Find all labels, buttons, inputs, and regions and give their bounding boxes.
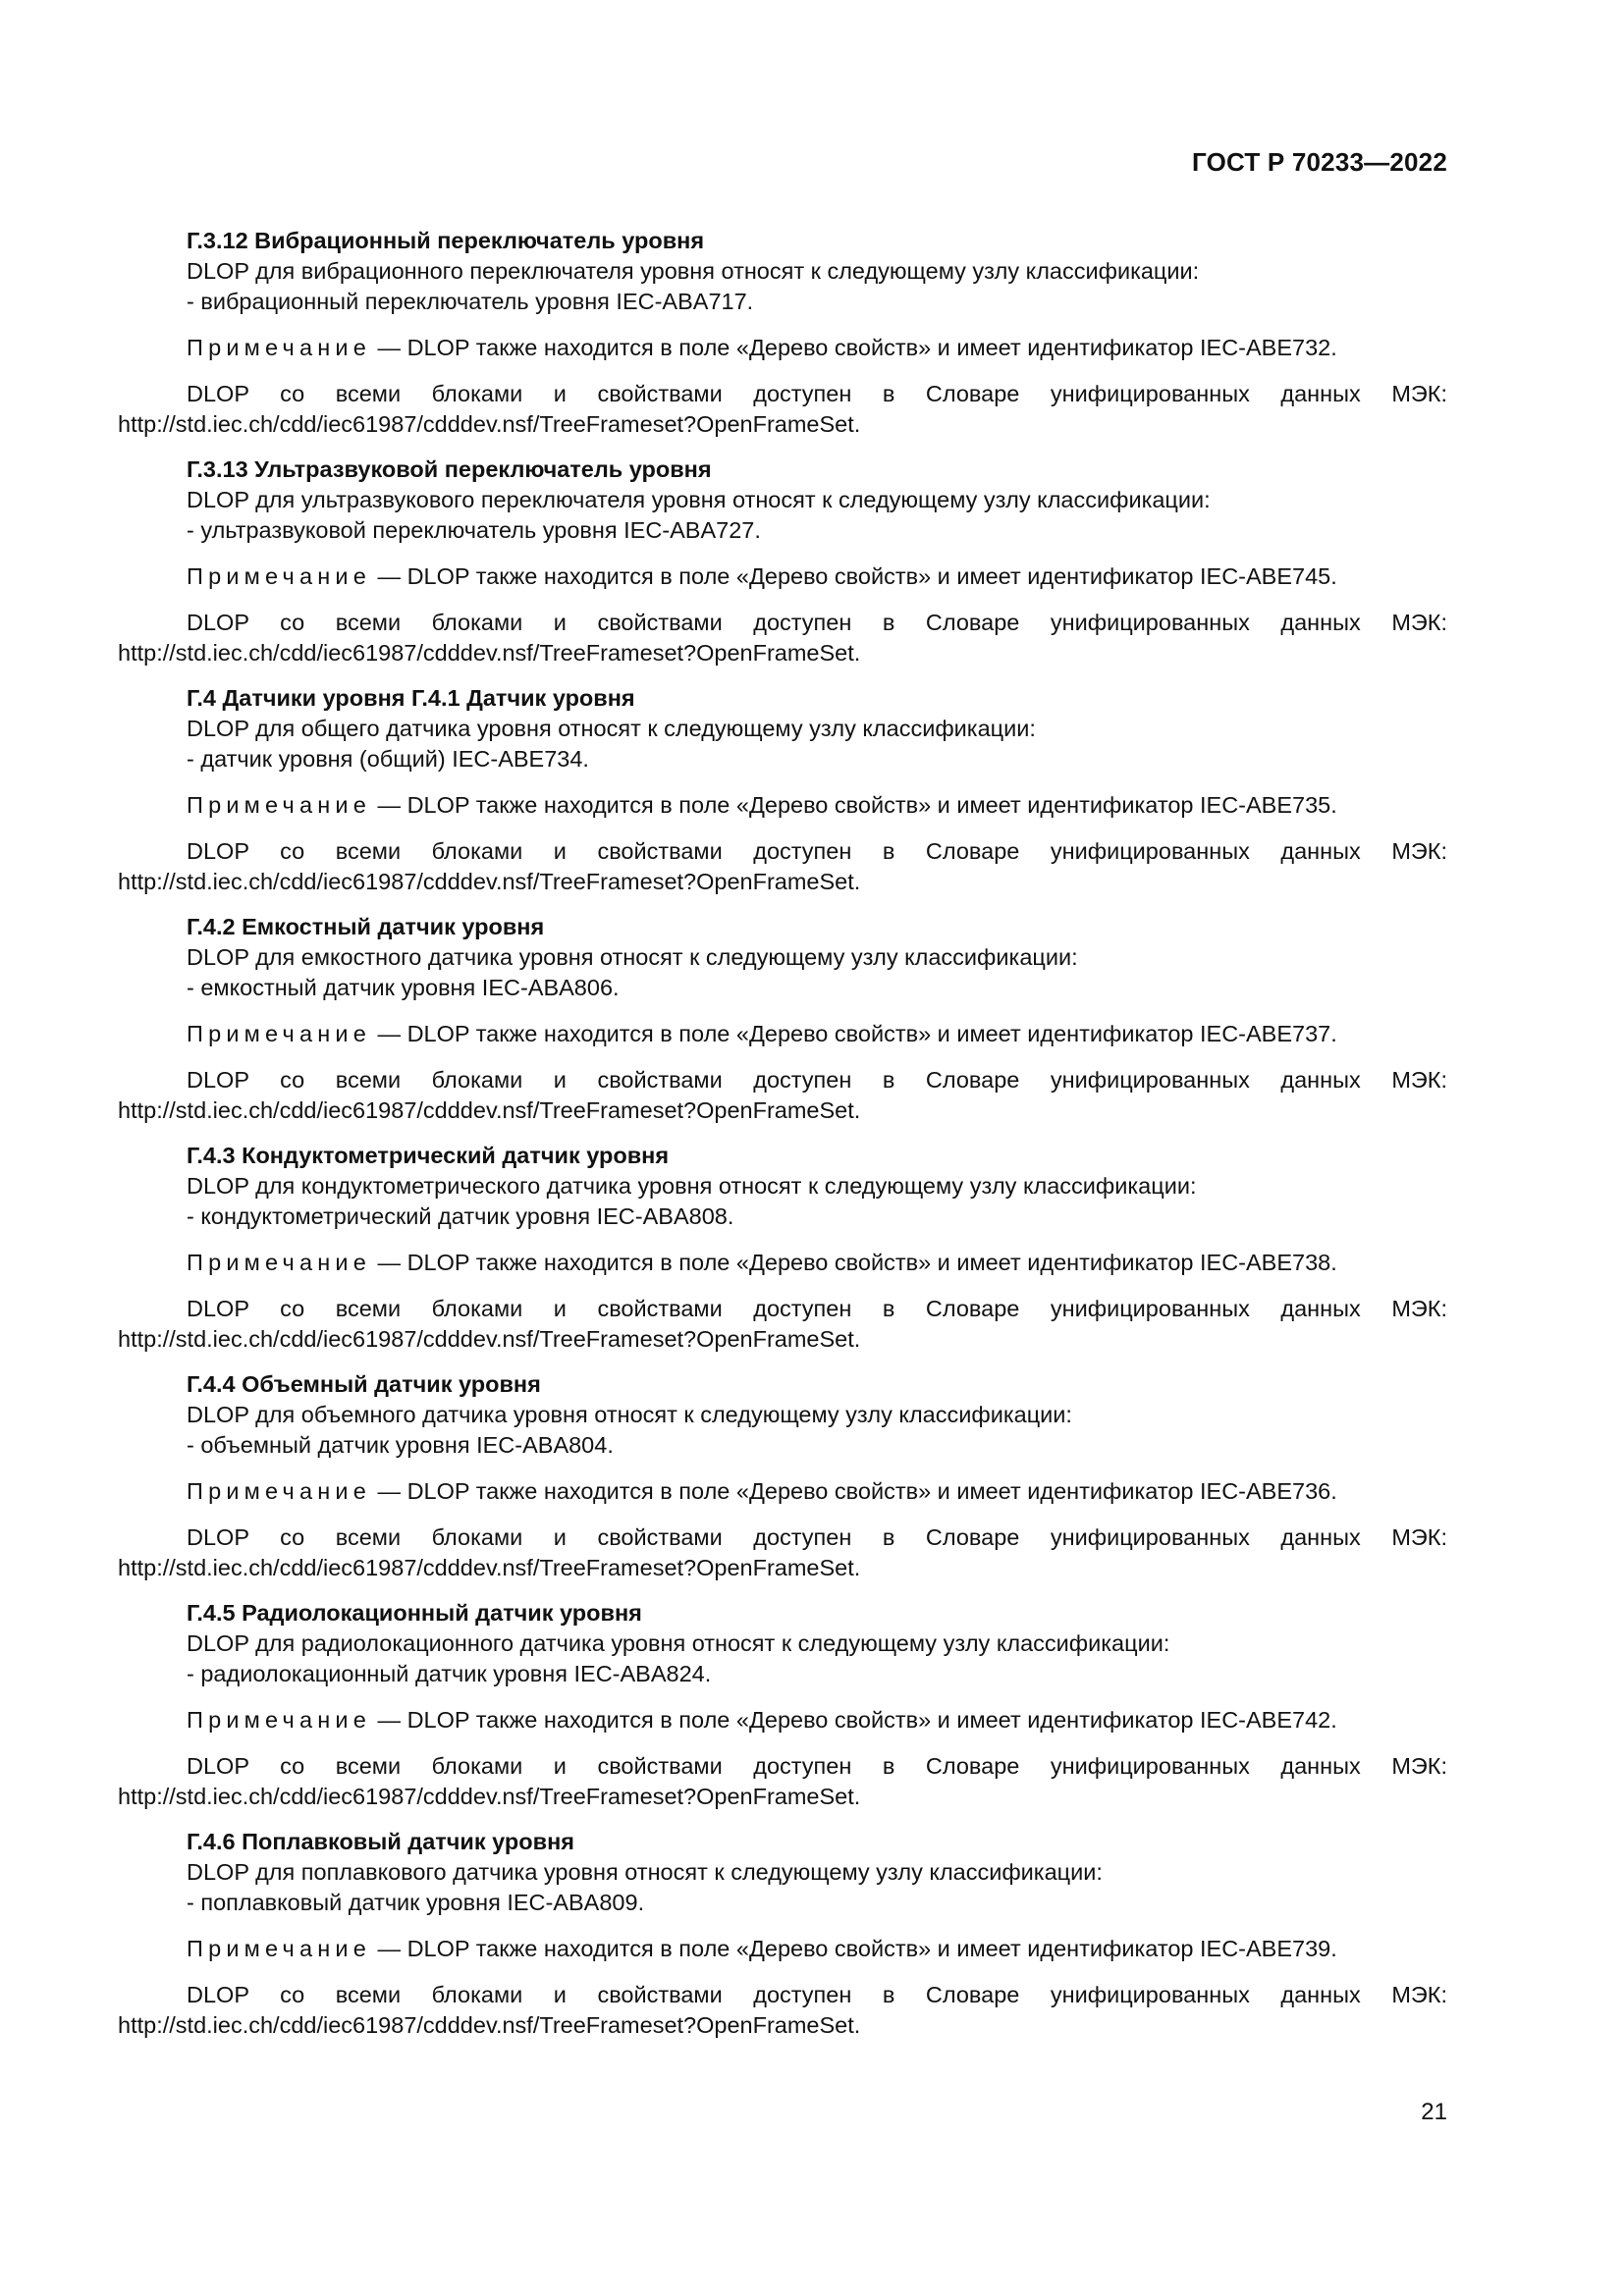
section-heading: Г.3.13 Ультразвуковой переключатель уровня (187, 456, 712, 482)
note-text: — DLOP также находится в поле «Дерево свойств» и имеет идентификатор IEC-ABE737. (371, 1021, 1337, 1046)
note-label: Примечание (187, 1250, 372, 1275)
classification-item: - объемный датчик уровня IEC-ABA804. (187, 1432, 614, 1458)
section-g-4-4 (118, 1369, 1447, 1583)
section-g-4-1 (118, 683, 1447, 897)
note-label: Примечание (187, 1936, 372, 1961)
note-text: — DLOP также находится в поле «Дерево свойств» и имеет идентификатор IEC-ABE738. (371, 1250, 1337, 1275)
classification-item: - радиолокационный датчик уровня IEC-ABA824. (187, 1661, 712, 1686)
note (118, 1934, 1447, 1964)
section-g-4-5 (118, 1598, 1447, 1812)
note-text: — DLOP также находится в поле «Дерево свойств» и имеет идентификатор IEC-ABE742. (371, 1707, 1337, 1733)
classification-item: - кондуктометрический датчик уровня IEC-ABA808. (187, 1203, 734, 1229)
classification-item: - датчик уровня (общий) IEC-ABE734. (187, 746, 589, 772)
availability-paragraph: DLOP со всеми блоками и свойствами доступен в Словаре унифицированных данных МЭК: http://std.iec.ch/cdd/iec61987/cdddev.nsf/TreeFrameset?OpenFrameSet. (118, 381, 1447, 437)
section-heading: Г.4.6 Поплавковый датчик уровня (187, 1829, 574, 1854)
section-lead: DLOP для поплавкового датчика уровня относят к следующему узлу классификации: (187, 1859, 1103, 1885)
note-label: Примечание (187, 792, 372, 818)
page-number: 21 (1421, 2099, 1447, 2125)
note-text: — DLOP также находится в поле «Дерево свойств» и имеет идентификатор IEC-ABE735. (371, 792, 1337, 818)
note-text: — DLOP также находится в поле «Дерево свойств» и имеет идентификатор IEC-ABE739. (371, 1936, 1337, 1961)
availability-paragraph: DLOP со всеми блоками и свойствами доступен в Словаре унифицированных данных МЭК: http://std.iec.ch/cdd/iec61987/cdddev.nsf/TreeFrameset?OpenFrameSet. (118, 610, 1447, 666)
document-header-id: ГОСТ Р 70233—2022 (1192, 147, 1447, 177)
section-lead: DLOP для общего датчика уровня относят к следующему узлу классификации: (187, 716, 1036, 741)
section-lead: DLOP для объемного датчика уровня относят к следующему узлу классификации: (187, 1402, 1072, 1427)
section-heading: Г.4.2 Емкостный датчик уровня (187, 914, 545, 939)
section-lead: DLOP для радиолокационного датчика уровня относят к следующему узлу классификации: (187, 1630, 1170, 1656)
availability-paragraph: DLOP со всеми блоками и свойствами доступен в Словаре унифицированных данных МЭК: http://std.iec.ch/cdd/iec61987/cdddev.nsf/TreeFrameset?OpenFrameSet. (118, 1296, 1447, 1352)
section-lead: DLOP для ультразвукового переключателя уровня относят к следующему узлу классификации: (187, 487, 1211, 512)
classification-item: - вибрационный переключатель уровня IEC-ABA717. (187, 289, 754, 314)
section-lead: DLOP для вибрационного переключателя уровня относят к следующему узлу классификации: (187, 258, 1200, 284)
note-label: Примечание (187, 335, 372, 360)
section-heading: Г.4.3 Кондуктометрический датчик уровня (187, 1143, 670, 1168)
note (118, 790, 1447, 821)
section-g-4-2 (118, 912, 1447, 1126)
availability-paragraph: DLOP со всеми блоками и свойствами доступен в Словаре унифицированных данных МЭК: http://std.iec.ch/cdd/iec61987/cdddev.nsf/TreeFrameset?OpenFrameSet. (118, 1753, 1447, 1809)
section-g-3-12 (118, 226, 1447, 440)
section-g-4-6 (118, 1827, 1447, 2041)
section-g-4-3 (118, 1141, 1447, 1355)
classification-item: - ультразвуковой переключатель уровня IEC-ABA727. (187, 517, 761, 543)
section-g-3-13 (118, 454, 1447, 668)
availability-paragraph: DLOP со всеми блоками и свойствами доступен в Словаре унифицированных данных МЭК: http://std.iec.ch/cdd/iec61987/cdddev.nsf/TreeFrameset?OpenFrameSet. (118, 1524, 1447, 1580)
note (118, 1705, 1447, 1735)
note (118, 561, 1447, 592)
note (118, 1476, 1447, 1507)
note-label: Примечание (187, 563, 372, 589)
note-text: — DLOP также находится в поле «Дерево свойств» и имеет идентификатор IEC-ABE745. (371, 563, 1337, 589)
section-heading: Г.4.4 Объемный датчик уровня (187, 1371, 541, 1397)
note (118, 1019, 1447, 1049)
page-content (118, 226, 1447, 2056)
availability-paragraph: DLOP со всеми блоками и свойствами доступен в Словаре унифицированных данных МЭК: http://std.iec.ch/cdd/iec61987/cdddev.nsf/TreeFrameset?OpenFrameSet. (118, 1982, 1447, 2038)
note-text: — DLOP также находится в поле «Дерево свойств» и имеет идентификатор IEC-ABE732. (371, 335, 1337, 360)
note (118, 1248, 1447, 1278)
availability-paragraph: DLOP со всеми блоками и свойствами доступен в Словаре унифицированных данных МЭК: http://std.iec.ch/cdd/iec61987/cdddev.nsf/TreeFrameset?OpenFrameSet. (118, 838, 1447, 894)
section-lead: DLOP для емкостного датчика уровня относят к следующему узлу классификации: (187, 944, 1078, 970)
note-label: Примечание (187, 1707, 372, 1733)
classification-item: - поплавковый датчик уровня IEC-ABA809. (187, 1890, 645, 1915)
section-heading: Г.4 Датчики уровня Г.4.1 Датчик уровня (187, 685, 635, 711)
section-lead: DLOP для кондуктометрического датчика уровня относят к следующему узлу классификации: (187, 1173, 1197, 1199)
section-heading: Г.4.5 Радиолокационный датчик уровня (187, 1600, 642, 1626)
note-label: Примечание (187, 1021, 372, 1046)
note-text: — DLOP также находится в поле «Дерево свойств» и имеет идентификатор IEC-ABE736. (371, 1478, 1337, 1504)
note (118, 333, 1447, 363)
section-heading: Г.3.12 Вибрационный переключатель уровня (187, 228, 705, 253)
availability-paragraph: DLOP со всеми блоками и свойствами доступен в Словаре унифицированных данных МЭК: http://std.iec.ch/cdd/iec61987/cdddev.nsf/TreeFrameset?OpenFrameSet. (118, 1067, 1447, 1123)
note-label: Примечание (187, 1478, 372, 1504)
classification-item: - емкостный датчик уровня IEC-ABA806. (187, 975, 620, 1000)
